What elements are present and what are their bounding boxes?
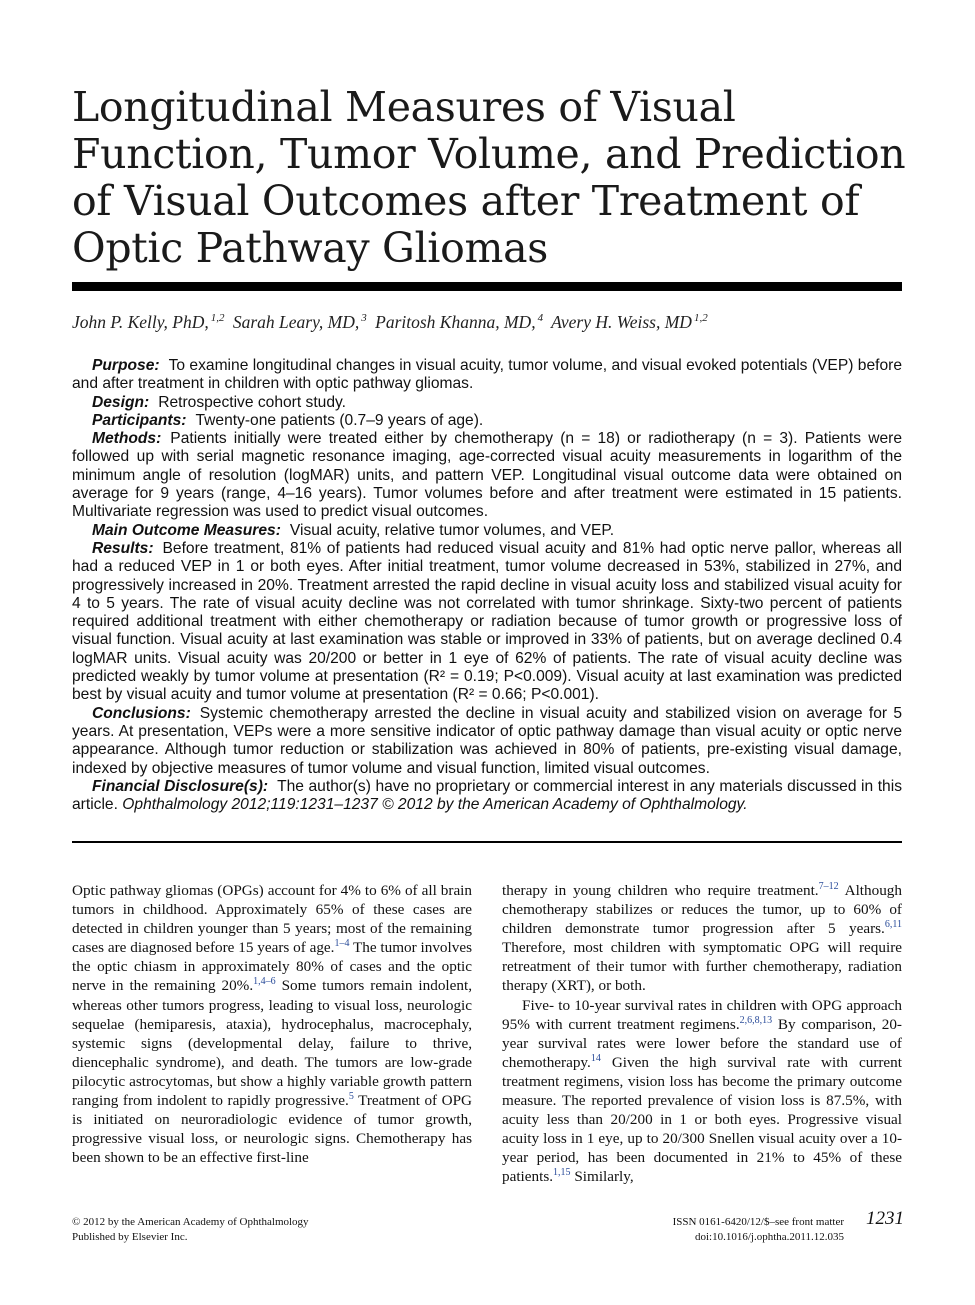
body-text: Five- to 10-year survival rates in children with OPG approach 95% with current treatment regimens. xyxy=(502,996,902,1033)
abstract-divider xyxy=(72,841,902,843)
body-text: Treatment of OPG is initiated on neuroradiologic evidence of tumor growth, progressive visual loss, or neurologic signs. Chemotherapy has been shown to be an effective first-line xyxy=(72,1092,472,1167)
page-number: 1231 xyxy=(866,1208,904,1229)
section-text: To examine longitudinal changes in visual acuity, tumor volume, and visual evoked potentials (VEP) before and after treatment in children with optic pathway gliomas. xyxy=(72,357,902,393)
reference-link[interactable]: 5 xyxy=(348,1091,354,1103)
author-name: Sarah Leary, MD, xyxy=(232,312,360,332)
author-list xyxy=(72,312,902,333)
section-label: Participants: xyxy=(92,411,187,429)
author-name: John P. Kelly, PhD, xyxy=(72,312,209,332)
publisher-line: Published by Elsevier Inc. xyxy=(72,1231,188,1243)
section-text: Retrospective cohort study. xyxy=(158,393,346,411)
abstract-methods xyxy=(72,430,902,521)
body-text: Although chemotherapy stabilizes or reduces the tumor, up to 60% of children demonstrate tumor progression after 5 years. xyxy=(502,882,902,938)
footer-copyright xyxy=(72,1215,452,1245)
reference-link[interactable]: 7–12 xyxy=(818,881,839,892)
section-label: Main Outcome Measures: xyxy=(92,521,281,539)
body-text: Therefore, most children with symptomatic OPG will require retreatment of their tumor with further chemotherapy, radiation therapy (XRT), or both. xyxy=(502,939,902,995)
section-label: Conclusions: xyxy=(92,704,191,722)
section-text: Twenty-one patients (0.7–9 years of age). xyxy=(195,411,484,429)
abstract-design xyxy=(72,394,902,412)
reference-link[interactable]: 1,15 xyxy=(553,1167,571,1179)
author-affiliation: 3 xyxy=(361,312,367,324)
abstract xyxy=(72,357,902,814)
abstract-outcome-measures xyxy=(72,522,902,540)
section-label: Results: xyxy=(92,539,154,557)
body-text: By comparison, 20-year survival rates were lower before the standard use of chemotherapy. xyxy=(502,1015,902,1071)
section-text: Patients initially were treated either by chemotherapy (n = 18) or radiotherapy (n = 3). Patients were followed up with serial magnetic resonance imaging, age-corrected visual acuity measurements in logarithm of the minimum angle of resolution (logMAR) units, and pattern VEP. Longitudinal visual outcome data were obtained on average for 9 years (range, 4–16 years). Tumor volumes before and after treatment were estimated in 15 patients. Multivariate regression was used to predict visual outcomes. xyxy=(72,430,902,521)
section-label: Financial Disclosure(s): xyxy=(92,777,269,795)
body-paragraph xyxy=(502,996,902,1187)
reference-link[interactable]: 1,4–6 xyxy=(253,976,276,988)
author-affiliation: 1,2 xyxy=(210,312,225,324)
body-text: Some tumors remain indolent, whereas other tumors progress, leading to visual loss, neurologic sequelae (hemiparesis, ataxia), hydrocephalus, macrocephaly, systemic signs (developmental delay, failure to thrive, diencephalic syndrome), and death. The tumors are low-grade pilocytic astrocytomas, but show a highly variable growth pattern ranging from indolent to rapidly progressive. xyxy=(72,977,472,1110)
body-text: The tumor involves the optic chiasm in approximately 80% of cases and the optic nerve in the remaining 20%. xyxy=(72,939,472,995)
body-text: therapy in young children who require treatment. xyxy=(502,882,819,899)
abstract-disclosure xyxy=(72,778,902,815)
reference-link[interactable]: 1–4 xyxy=(334,938,350,950)
body-text: Similarly, xyxy=(570,1168,634,1186)
reference-link[interactable]: 6,11 xyxy=(884,919,902,931)
article-title: Longitudinal Measures of Visual Function, Tumor Volume, and Prediction of Visual Outcomes after Treatment of Optic Pathway Gliomas xyxy=(72,83,906,272)
body-paragraph xyxy=(72,881,472,1167)
body-paragraph xyxy=(502,881,902,996)
doi-link[interactable]: doi:10.1016/j.ophtha.2011.12.035 xyxy=(694,1231,844,1243)
author-affiliation: 1,2 xyxy=(693,312,708,324)
section-label: Purpose: xyxy=(92,357,160,374)
author-name: Paritosh Khanna, MD, xyxy=(375,312,536,332)
abstract-conclusions xyxy=(72,705,902,778)
issn-line: ISSN 0161-6420/12/$–see front matter xyxy=(672,1216,844,1228)
section-label: Design: xyxy=(92,393,150,411)
abstract-participants xyxy=(72,412,902,430)
section-text: Systemic chemotherapy arrested the decline in visual acuity and stabilized vision on average for 5 years. At presentation, VEPs were a more sensitive indicator of optic pathway damage than visual acuity or optic nerve appearance. Although tumor reduction or stabilization was achieved in 80% of patients, pre-existing visual damage, indexed by objective measures of tumor volume and visual function, limited visual outcomes. xyxy=(72,704,902,777)
section-text: The author(s) have no proprietary or commercial interest in any materials discussed in this article. xyxy=(72,777,902,814)
author-name: Avery H. Weiss, MD xyxy=(551,312,692,332)
body-text: Given the high survival rate with current treatment regimens, vision loss has become the primary outcome measure. The reported prevalence of vision loss is 87.5%, with acuity less than 20/200 in 1 or both eyes. Progressive visual acuity loss in 1 eye, up to 20/300 Snellen visual acuity over a 10-year period, has been documented in 21% to 45% of these patients. xyxy=(502,1053,902,1186)
journal-citation: Ophthalmology 2012;119:1231–1237 © 2012 by the American Academy of Ophthalmology. xyxy=(122,796,748,814)
title-divider xyxy=(72,282,902,291)
body-column-left xyxy=(72,881,472,1167)
section-label: Methods: xyxy=(92,430,162,448)
abstract-purpose xyxy=(72,357,902,394)
author-affiliation: 4 xyxy=(537,312,544,324)
body-column-right xyxy=(502,881,902,1187)
reference-link[interactable]: 14 xyxy=(590,1052,601,1064)
body-text: Optic pathway gliomas (OPGs) account for 4% to 6% of all brain tumors in childhood. Approximately 65% of these cases are detected in children younger than 5 years; most of the remaining cases are diagnosed before 15 years of age. xyxy=(72,882,472,957)
section-text: Before treatment, 81% of patients had reduced visual acuity and 81% had optic nerve pallor, whereas all had a reduced VEP in 1 or both eyes. After initial treatment, tumor volume decreased in 53%, stabilized in 27%, and progressively increased in 20%. Treatment arrested the rapid decline in visual acuity loss and stabilized visual acuity for 4 to 5 years. The rate of visual acuity decline was not correlated with tumor shrinkage. Sixty-two percent of patients required additional treatment with either chemotherapy or radiation because of tumor growth or progressive loss of visual function. Visual acuity at last examination was stable or improved in 33% of patients, but on average declined 0.4 logMAR units. Visual acuity was 20/200 or better in 1 eye of 62% of patients. The rate of visual acuity decline was predicted weakly by tumor volume at presentation (R² = 0.19; P<0.009). Visual acuity at last examination was predicted best by visual acuity and tumor volume at presentation (R² = 0.66; P<0.001). xyxy=(72,539,902,704)
copyright-line: © 2012 by the American Academy of Ophthalmology xyxy=(72,1216,309,1228)
abstract-results xyxy=(72,540,902,705)
footer-identifiers xyxy=(560,1215,844,1245)
section-text: Visual acuity, relative tumor volumes, and VEP. xyxy=(289,521,615,539)
reference-link[interactable]: 2,6,8,13 xyxy=(739,1014,773,1026)
